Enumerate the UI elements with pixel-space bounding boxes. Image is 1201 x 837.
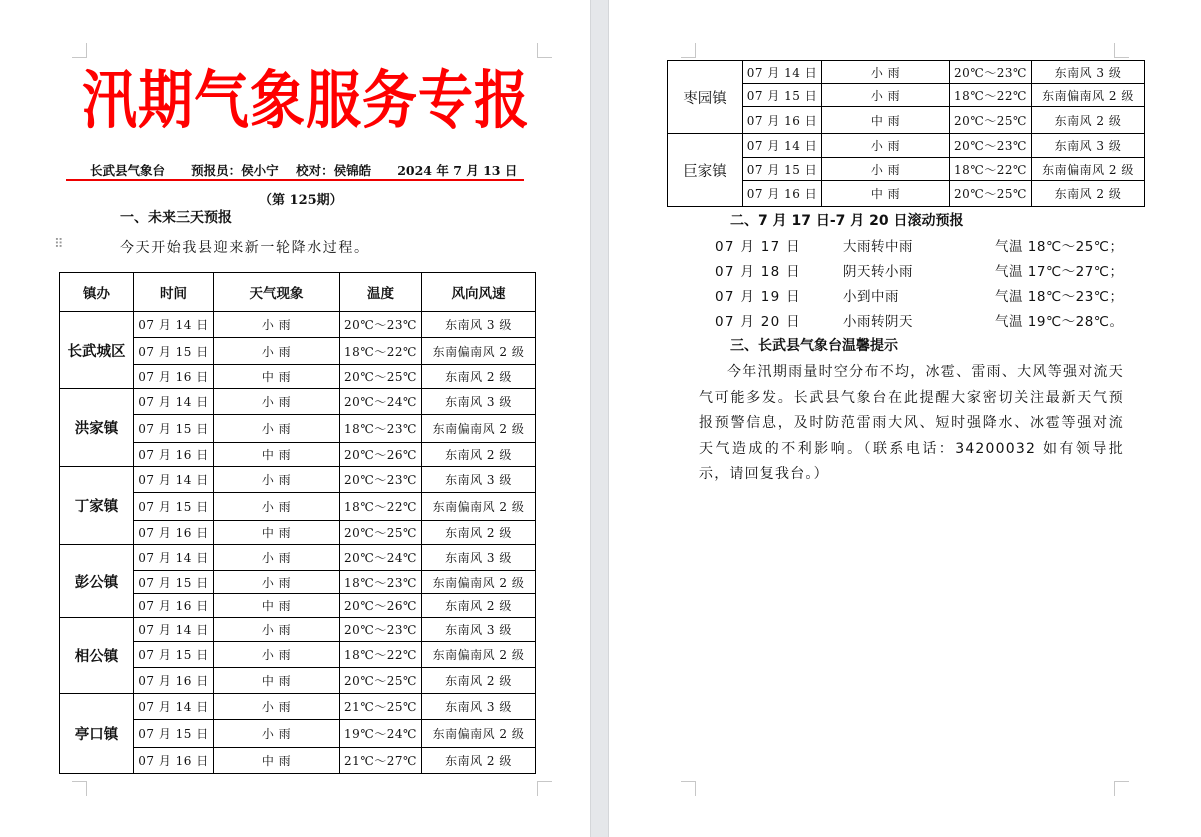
temperature-cell: 20℃～23℃ bbox=[340, 467, 422, 493]
wind-cell: 东南偏南风 2 级 bbox=[422, 571, 536, 594]
table-row bbox=[60, 545, 536, 571]
weather-cell: 中 雨 bbox=[214, 365, 340, 389]
date-cell: 07 月 14 日 bbox=[134, 389, 214, 415]
town-name: 长武城区 bbox=[60, 312, 134, 389]
temperature-cell: 21℃～25℃ bbox=[340, 694, 422, 720]
section-2-heading: 二、7 月 17 日-7 月 20 日滚动预报 bbox=[730, 213, 964, 229]
wind-cell: 东南风 2 级 bbox=[422, 748, 536, 774]
wind-cell: 东南风 3 级 bbox=[422, 467, 536, 493]
date-cell: 07 月 16 日 bbox=[134, 748, 214, 774]
forecaster: 预报员：侯小宁 bbox=[191, 163, 279, 178]
wind-cell: 东南偏南风 2 级 bbox=[422, 338, 536, 365]
weather-cell: 小 雨 bbox=[214, 618, 340, 642]
weather-cell: 中 雨 bbox=[214, 668, 340, 694]
temperature-cell: 20℃～24℃ bbox=[340, 389, 422, 415]
rolling-weather: 小雨转阴天 bbox=[843, 314, 913, 330]
town-name: 相公镇 bbox=[60, 618, 134, 694]
temperature-cell: 18℃～22℃ bbox=[340, 338, 422, 365]
date-cell: 07 月 14 日 bbox=[134, 618, 214, 642]
table-row bbox=[668, 134, 1145, 158]
header-weather: 天气现象 bbox=[214, 273, 340, 312]
header-date: 时间 bbox=[134, 273, 214, 312]
wind-cell: 东南风 3 级 bbox=[422, 694, 536, 720]
date-cell: 07 月 16 日 bbox=[743, 181, 822, 207]
wind-cell: 东南风 3 级 bbox=[1032, 134, 1145, 158]
table-row bbox=[60, 618, 536, 642]
temperature-cell: 19℃～24℃ bbox=[340, 720, 422, 748]
wind-cell: 东南风 2 级 bbox=[1032, 107, 1145, 134]
temperature-cell: 21℃～27℃ bbox=[340, 748, 422, 774]
weather-cell: 小 雨 bbox=[214, 312, 340, 338]
rolling-temperature: 气温 17℃～27℃； bbox=[995, 264, 1124, 280]
crop-mark bbox=[537, 43, 552, 58]
rolling-date: 07 月 18 日 bbox=[715, 264, 801, 280]
header-temperature: 温度 bbox=[340, 273, 422, 312]
table-row bbox=[60, 694, 536, 720]
wind-cell: 东南偏南风 2 级 bbox=[422, 720, 536, 748]
report-date: 2024 年 7 月 13 日 bbox=[397, 163, 518, 178]
weather-cell: 小 雨 bbox=[822, 84, 950, 107]
table-row bbox=[60, 389, 536, 415]
wind-cell: 东南风 2 级 bbox=[422, 521, 536, 545]
rolling-weather: 小到中雨 bbox=[843, 289, 899, 305]
temperature-cell: 18℃～22℃ bbox=[950, 84, 1032, 107]
date-cell: 07 月 16 日 bbox=[134, 443, 214, 467]
date-cell: 07 月 14 日 bbox=[743, 61, 822, 84]
header-wind: 风向风速 bbox=[422, 273, 536, 312]
weather-cell: 中 雨 bbox=[214, 443, 340, 467]
crop-mark bbox=[1114, 43, 1129, 58]
weather-cell: 小 雨 bbox=[822, 61, 950, 84]
date-cell: 07 月 15 日 bbox=[134, 415, 214, 443]
date-cell: 07 月 14 日 bbox=[134, 312, 214, 338]
weather-cell: 中 雨 bbox=[822, 107, 950, 134]
weather-cell: 小 雨 bbox=[214, 338, 340, 365]
date-cell: 07 月 16 日 bbox=[743, 107, 822, 134]
table-header-row bbox=[60, 273, 536, 312]
date-cell: 07 月 15 日 bbox=[134, 642, 214, 668]
temperature-cell: 20℃～26℃ bbox=[340, 594, 422, 618]
wind-cell: 东南风 2 级 bbox=[422, 594, 536, 618]
town-name: 彭公镇 bbox=[60, 545, 134, 618]
temperature-cell: 18℃～23℃ bbox=[340, 415, 422, 443]
date-cell: 07 月 15 日 bbox=[134, 493, 214, 521]
temperature-cell: 20℃～23℃ bbox=[340, 312, 422, 338]
checker: 校对：侯锦皓 bbox=[296, 163, 372, 178]
temperature-cell: 18℃～23℃ bbox=[340, 571, 422, 594]
weather-cell: 中 雨 bbox=[822, 181, 950, 207]
wind-cell: 东南风 3 级 bbox=[422, 312, 536, 338]
rolling-temperature: 气温 18℃～25℃； bbox=[995, 239, 1124, 255]
document-page-1 bbox=[0, 0, 590, 837]
wind-cell: 东南风 2 级 bbox=[422, 443, 536, 467]
header-town: 镇办 bbox=[60, 273, 134, 312]
date-cell: 07 月 14 日 bbox=[134, 467, 214, 493]
page-gutter bbox=[590, 0, 609, 837]
crop-mark bbox=[537, 781, 552, 796]
date-cell: 07 月 15 日 bbox=[743, 84, 822, 107]
wind-cell: 东南偏南风 2 级 bbox=[1032, 158, 1145, 181]
weather-cell: 中 雨 bbox=[214, 748, 340, 774]
temperature-cell: 20℃～25℃ bbox=[950, 107, 1032, 134]
date-cell: 07 月 14 日 bbox=[134, 694, 214, 720]
date-cell: 07 月 16 日 bbox=[134, 521, 214, 545]
rolling-weather: 阴天转小雨 bbox=[843, 264, 913, 280]
weather-cell: 小 雨 bbox=[214, 545, 340, 571]
table-row bbox=[60, 312, 536, 338]
wind-cell: 东南风 2 级 bbox=[1032, 181, 1145, 207]
station-name: 长武县气象台 bbox=[90, 163, 166, 178]
date-cell: 07 月 15 日 bbox=[134, 571, 214, 594]
wind-cell: 东南偏南风 2 级 bbox=[422, 493, 536, 521]
notice-paragraph: 今年汛期雨量时空分布不均，冰雹、雷雨、大风等强对流天气可能多发。长武县气象台在此提醒大家密切关注最新天气预报预警信息，及时防范雷雨大风、短时强降水、冰雹等强对流天气造成的不利影响。（联系电话：34200032 如有领导批示，请回复我台。） bbox=[699, 364, 1124, 483]
rolling-date: 07 月 20 日 bbox=[715, 314, 801, 330]
date-cell: 07 月 16 日 bbox=[134, 594, 214, 618]
date-cell: 07 月 15 日 bbox=[134, 338, 214, 365]
town-name: 丁家镇 bbox=[60, 467, 134, 545]
weather-cell: 小 雨 bbox=[214, 571, 340, 594]
town-name: 亭口镇 bbox=[60, 694, 134, 774]
temperature-cell: 20℃～25℃ bbox=[340, 521, 422, 545]
header-divider bbox=[66, 179, 524, 181]
weather-cell: 小 雨 bbox=[214, 415, 340, 443]
temperature-cell: 20℃～25℃ bbox=[950, 181, 1032, 207]
date-cell: 07 月 14 日 bbox=[743, 134, 822, 158]
date-cell: 07 月 15 日 bbox=[743, 158, 822, 181]
weather-cell: 小 雨 bbox=[214, 694, 340, 720]
temperature-cell: 20℃～23℃ bbox=[950, 134, 1032, 158]
weather-cell: 小 雨 bbox=[214, 493, 340, 521]
section-3-heading: 三、长武县气象台温馨提示 bbox=[730, 338, 898, 354]
temperature-cell: 20℃～23℃ bbox=[340, 618, 422, 642]
date-cell: 07 月 15 日 bbox=[134, 720, 214, 748]
wind-cell: 东南风 3 级 bbox=[422, 545, 536, 571]
forecast-table-continued bbox=[667, 60, 1145, 207]
temperature-cell: 18℃～22℃ bbox=[950, 158, 1032, 181]
crop-mark bbox=[72, 781, 87, 796]
temperature-cell: 20℃～23℃ bbox=[950, 61, 1032, 84]
wind-cell: 东南偏南风 2 级 bbox=[422, 642, 536, 668]
wind-cell: 东南风 3 级 bbox=[422, 389, 536, 415]
town-name: 洪家镇 bbox=[60, 389, 134, 467]
crop-mark bbox=[681, 43, 696, 58]
rolling-date: 07 月 17 日 bbox=[715, 239, 801, 255]
wind-cell: 东南风 3 级 bbox=[422, 618, 536, 642]
date-cell: 07 月 14 日 bbox=[134, 545, 214, 571]
table-row bbox=[60, 467, 536, 493]
date-cell: 07 月 16 日 bbox=[134, 365, 214, 389]
temperature-cell: 18℃～22℃ bbox=[340, 493, 422, 521]
report-title: 汛期气象服务专报 bbox=[82, 62, 531, 137]
rolling-date: 07 月 19 日 bbox=[715, 289, 801, 305]
temperature-cell: 20℃～25℃ bbox=[340, 668, 422, 694]
document-page-2 bbox=[609, 0, 1201, 837]
forecast-table bbox=[59, 272, 536, 774]
wind-cell: 东南偏南风 2 级 bbox=[1032, 84, 1145, 107]
section-1-intro: 今天开始我县迎来新一轮降水过程。 bbox=[120, 240, 370, 256]
forecast-table-body-continued bbox=[668, 61, 1145, 207]
weather-cell: 中 雨 bbox=[214, 594, 340, 618]
wind-cell: 东南风 2 级 bbox=[422, 365, 536, 389]
issue-number: （第 125期） bbox=[259, 193, 343, 208]
date-cell: 07 月 16 日 bbox=[134, 668, 214, 694]
weather-cell: 小 雨 bbox=[822, 134, 950, 158]
drag-handle-icon[interactable]: ⠿ bbox=[54, 237, 64, 252]
town-name: 枣园镇 bbox=[668, 61, 743, 134]
temperature-cell: 20℃～26℃ bbox=[340, 443, 422, 467]
crop-mark bbox=[681, 781, 696, 796]
wind-cell: 东南风 2 级 bbox=[422, 668, 536, 694]
temperature-cell: 18℃～22℃ bbox=[340, 642, 422, 668]
weather-cell: 中 雨 bbox=[214, 521, 340, 545]
forecast-table-body bbox=[60, 312, 536, 774]
weather-cell: 小 雨 bbox=[214, 720, 340, 748]
weather-cell: 小 雨 bbox=[214, 642, 340, 668]
report-meta-line bbox=[90, 161, 517, 179]
weather-cell: 小 雨 bbox=[214, 389, 340, 415]
wind-cell: 东南风 3 级 bbox=[1032, 61, 1145, 84]
wind-cell: 东南偏南风 2 级 bbox=[422, 415, 536, 443]
weather-cell: 小 雨 bbox=[822, 158, 950, 181]
weather-cell: 小 雨 bbox=[214, 467, 340, 493]
temperature-cell: 20℃～25℃ bbox=[340, 365, 422, 389]
town-name: 巨家镇 bbox=[668, 134, 743, 207]
table-row bbox=[668, 61, 1145, 84]
rolling-temperature: 气温 18℃～23℃； bbox=[995, 289, 1124, 305]
rolling-weather: 大雨转中雨 bbox=[843, 239, 913, 255]
rolling-temperature: 气温 19℃～28℃。 bbox=[995, 314, 1124, 330]
temperature-cell: 20℃～24℃ bbox=[340, 545, 422, 571]
crop-mark bbox=[1114, 781, 1129, 796]
section-1-heading: 一、未来三天预报 bbox=[120, 210, 232, 226]
